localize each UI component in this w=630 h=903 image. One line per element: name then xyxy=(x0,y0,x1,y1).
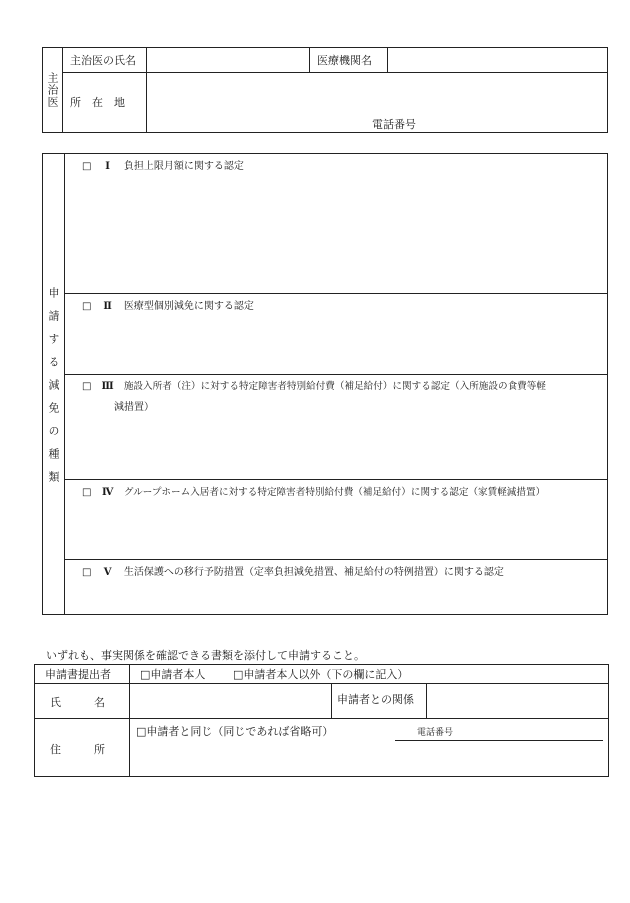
table-divider xyxy=(62,72,608,73)
table-border-top xyxy=(42,153,608,154)
reduction-item-2[interactable] xyxy=(82,302,254,312)
reduction-item-4-numeral: Ⅳ xyxy=(101,487,114,498)
reduction-item-4-text: グループホーム入居者に対する特定障害者特別給付費（補足給付）に関する認定（家賃軽減措置） xyxy=(123,487,546,498)
reduction-item-5-checkbox[interactable]: □ xyxy=(82,567,92,578)
table-border-top xyxy=(42,47,608,48)
physician-name-label: 主治医の氏名 xyxy=(70,54,136,67)
submitter-option-other[interactable]: □申請者本人以外（下の欄に記入） xyxy=(233,668,409,681)
reduction-item-1-checkbox[interactable]: □ xyxy=(82,161,92,172)
table-border-bottom xyxy=(34,776,609,777)
row-divider xyxy=(64,559,608,560)
table-border-right xyxy=(607,153,608,615)
reduction-item-2-numeral: Ⅱ xyxy=(103,301,112,312)
reduction-item-2-checkbox[interactable]: □ xyxy=(82,301,92,312)
reduction-item-3[interactable] xyxy=(82,382,546,392)
table-border-bottom xyxy=(42,614,608,615)
table-divider xyxy=(387,47,388,73)
reduction-item-3-text: 施設入所者（注）に対する特定障害者特別給付費（補足給付）に関する認定（入所施設の食費等軽 xyxy=(123,381,546,392)
row-divider xyxy=(64,374,608,375)
table-divider xyxy=(129,664,130,777)
table-border-bottom xyxy=(42,132,608,133)
reduction-item-3-numeral: Ⅲ xyxy=(101,381,114,392)
reduction-item-4-checkbox[interactable]: □ xyxy=(82,487,92,498)
reduction-item-5-text: 生活保護への移行予防措置（定率負担減免措置、補足給付の特例措置）に関する認定 xyxy=(123,567,504,578)
reduction-side-label-text: 申請する減免の種類 xyxy=(47,287,60,494)
row-divider xyxy=(64,479,608,480)
reduction-item-4[interactable] xyxy=(82,488,545,498)
reduction-item-3-checkbox[interactable]: □ xyxy=(82,381,92,392)
table-divider xyxy=(331,683,332,719)
table-border-left xyxy=(42,47,43,133)
physician-phone-label: 電話番号 xyxy=(372,118,416,131)
submitter-name-label: 氏 名 xyxy=(50,696,105,709)
attachment-note: いずれも、事実関係を確認できる書類を添付して申請すること。 xyxy=(46,649,365,662)
submitter-option-self[interactable]: □申請者本人 xyxy=(140,668,206,681)
reduction-item-3-text-cont: 減措置） xyxy=(114,402,154,413)
reduction-item-1-text: 負担上限月額に関する認定 xyxy=(123,161,244,172)
submitter-label: 申請書提出者 xyxy=(45,668,111,681)
table-border-right xyxy=(608,664,609,777)
row-divider xyxy=(34,683,609,684)
submitter-address-label: 住 所 xyxy=(50,743,105,756)
institution-name-label: 医療機関名 xyxy=(317,54,372,67)
reduction-item-2-text: 医療型個別減免に関する認定 xyxy=(123,301,254,312)
phone-underline xyxy=(395,740,603,741)
table-border-left xyxy=(34,664,35,777)
table-divider xyxy=(64,153,65,615)
reduction-item-5-numeral: Ⅴ xyxy=(103,567,112,578)
table-border-top xyxy=(34,664,609,665)
table-divider xyxy=(309,47,310,73)
relation-label: 申請者との関係 xyxy=(337,693,414,706)
reduction-item-1-numeral: Ⅰ xyxy=(105,161,110,172)
reduction-side-label xyxy=(43,287,64,494)
table-divider xyxy=(146,47,147,133)
same-as-applicant-option[interactable]: □申請者と同じ（同じであれば省略可） xyxy=(136,725,334,738)
physician-side-label xyxy=(44,72,61,108)
row-divider xyxy=(64,293,608,294)
submitter-phone-label: 電話番号 xyxy=(417,728,454,738)
address-label: 所 在 地 xyxy=(70,96,125,109)
table-border-right xyxy=(607,47,608,133)
row-divider xyxy=(34,718,609,719)
reduction-item-1[interactable] xyxy=(82,162,244,172)
table-divider xyxy=(62,47,63,133)
physician-side-label-text: 主治医 xyxy=(46,72,59,108)
reduction-item-5[interactable] xyxy=(82,568,504,578)
table-divider xyxy=(426,683,427,719)
